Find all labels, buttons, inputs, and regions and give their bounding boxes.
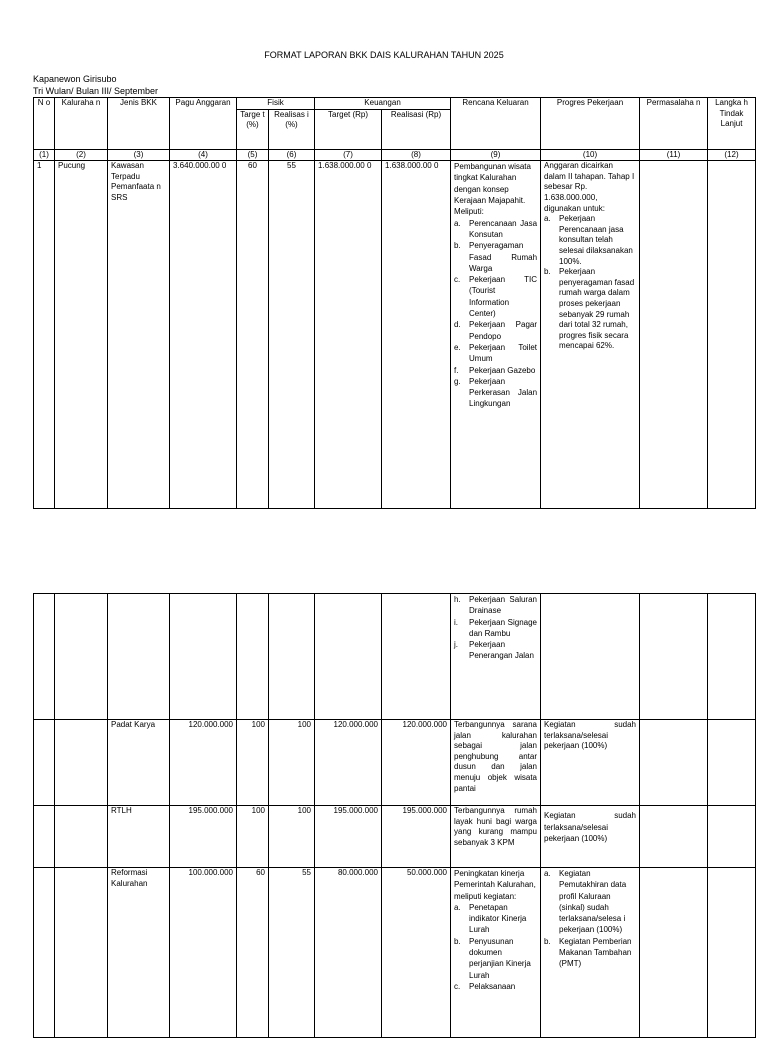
header-fisik: Fisik <box>237 98 315 110</box>
list-item <box>454 218 537 241</box>
progres-list <box>544 214 636 352</box>
colnum: (3) <box>108 149 170 161</box>
cell-realisasi-pct: 55 <box>269 868 315 1038</box>
list-item-letter: e. <box>454 342 461 352</box>
rencana-list <box>454 902 537 992</box>
list-item-text: Pekerjaan Perkerasan Jalan Lingkungan <box>469 376 538 409</box>
header-target-rp: Target (Rp) <box>315 109 382 149</box>
list-item-letter: a. <box>544 214 551 224</box>
colnum: (11) <box>640 149 708 161</box>
cell-target-rp: 195.000.000 <box>315 806 382 868</box>
rencana-intro: Pembangunan wisata tingkat Kalurahan dengan konsep Kerajaan Majapahit. <box>454 162 531 206</box>
cell-rencana <box>451 161 541 509</box>
cell-target-pct: 60 <box>237 868 269 1038</box>
header-keuangan: Keuangan <box>315 98 451 110</box>
cell-target-pct: 100 <box>237 720 269 806</box>
cell-realisasi-rp: 50.000.000 <box>382 868 451 1038</box>
list-item-letter: b. <box>544 936 551 946</box>
header-jenis-bkk: Jenis BKK <box>108 98 170 150</box>
colnum: (2) <box>55 149 108 161</box>
cell-target-rp: 120.000.000 <box>315 720 382 806</box>
rencana-list <box>454 218 537 410</box>
list-item-letter: i. <box>454 617 458 627</box>
cell-jenis: Kawasan Terpadu Pemanfaata n SRS <box>108 161 170 509</box>
cell-no: 1 <box>34 161 55 509</box>
list-item <box>544 936 636 970</box>
cell-realisasi-pct: 100 <box>269 720 315 806</box>
cell-pagu: 120.000.000 <box>170 720 237 806</box>
list-item-letter: a. <box>454 218 461 228</box>
report-table-page-2 <box>33 593 756 1038</box>
list-item-text: Pekerjaan Perencanaan jasa konsultan telah selesai dilaksanakan 100%. <box>559 214 633 266</box>
cell-target-rp: 1.638.000.00 0 <box>315 161 382 509</box>
list-item-text: Penetapan indikator Kinerja Lurah <box>469 902 527 935</box>
list-item-letter: c. <box>454 981 461 991</box>
header-kalurahan: Kaluraha n <box>55 98 108 150</box>
list-item-letter: b. <box>454 241 461 251</box>
cell-target-pct: 60 <box>237 161 269 509</box>
cell-target-rp: 80.000.000 <box>315 868 382 1038</box>
list-item-text: Pekerjaan Penerangan Jalan <box>469 640 534 661</box>
cell-progres: Kegiatan sudah terlaksana/selesai pekerjaan (100%) <box>541 806 640 868</box>
cell-rencana <box>451 868 541 1038</box>
colnum: (7) <box>315 149 382 161</box>
list-item-text: Kegiatan Pemutakhiran data profil Kaluraan (sinkal) sudah terlaksana/selesa i pekerjaan (100%) <box>559 869 627 935</box>
cell-progres <box>541 868 640 1038</box>
report-table-page-1 <box>33 97 756 509</box>
list-item-text: Penyeragaman Fasad Rumah Warga <box>469 241 538 273</box>
header-progres-pekerjaan: Progres Pekerjaan <box>541 98 640 150</box>
colnum: (9) <box>451 149 541 161</box>
list-item <box>454 240 537 274</box>
list-item <box>454 376 537 410</box>
cell-pagu: 3.640.000.00 0 <box>170 161 237 509</box>
cell-kalurahan: Pucung <box>55 161 108 509</box>
list-item-text: Pelaksanaan <box>469 981 516 991</box>
cell-rencana: Terbangunnya sarana jalan kalurahan sebagai jalan penghubung antar dusun dan jalan menuju objek wisata pantai <box>451 720 541 806</box>
cell-rencana-cont <box>451 594 541 720</box>
rencana-list-cont <box>454 594 537 662</box>
list-item-letter: h. <box>454 595 461 604</box>
cell-progres: Kegiatan sudah terlaksana/selesai pekerjaan (100%) <box>541 720 640 806</box>
table-row <box>34 161 756 509</box>
list-item-letter: a. <box>544 869 551 878</box>
list-item-text: Pekerjaan Toilet Umum <box>469 342 538 364</box>
list-item <box>454 617 537 640</box>
table-row <box>34 806 756 868</box>
cell-pagu: 100.000.000 <box>170 868 237 1038</box>
cell-pagu: 195.000.000 <box>170 806 237 868</box>
colnum: (1) <box>34 149 55 161</box>
meta-kapanewon: Kapanewon Girisubo <box>33 74 117 84</box>
cell-realisasi-pct: 55 <box>269 161 315 509</box>
header-target-pct: Targe t (%) <box>237 109 269 149</box>
cell-realisasi-rp: 120.000.000 <box>382 720 451 806</box>
colnum: (12) <box>708 149 756 161</box>
cell-permasalahan <box>640 161 708 509</box>
list-item-text: Pekerjaan penyeragaman fasad rumah warga dalam proses pekerjaan sebanyak 29 rumah dari total 32 rumah, progres fisik secara mencapai 62%. <box>559 267 635 351</box>
list-item-text: Perencanaan Jasa Konsutan <box>469 218 538 239</box>
meta-period: Tri Wulan/ Bulan III/ September <box>33 86 159 96</box>
list-item <box>454 274 537 319</box>
list-item-letter: j. <box>454 640 458 650</box>
colnum: (4) <box>170 149 237 161</box>
list-item-text: Pekerjaan Saluran Drainase <box>469 595 537 616</box>
cell-jenis: Reformasi Kalurahan <box>108 868 170 1038</box>
list-item <box>454 981 537 992</box>
list-item <box>454 936 537 981</box>
rencana-intro: Peningkatan kinerja Pemerintah Kalurahan, meliputi kegiatan: <box>454 869 536 901</box>
header-langkah-tindak-lanjut: Langka h Tindak Lanjut <box>708 98 756 150</box>
list-item <box>544 868 636 936</box>
header-realisasi-rp: Realisasi (Rp) <box>382 109 451 149</box>
list-item-letter: f. <box>454 365 459 375</box>
list-item <box>454 319 537 342</box>
list-item <box>454 365 537 376</box>
cell-realisasi-pct: 100 <box>269 806 315 868</box>
list-item <box>454 594 537 617</box>
header-pagu-anggaran: Pagu Anggaran <box>170 98 237 150</box>
list-item-text: Pekerjaan Signage dan Rambu <box>469 617 537 638</box>
rencana-label: Meliputi: <box>454 207 484 217</box>
cell-rencana: Terbangunnya rumah layak huni bagi warga yang kurang mampu sebanyak 3 KPM <box>451 806 541 868</box>
list-item <box>544 267 636 352</box>
header-permasalahan: Permasalaha n <box>640 98 708 150</box>
table-row <box>34 594 756 720</box>
table-row <box>34 868 756 1038</box>
cell-jenis: RTLH <box>108 806 170 868</box>
list-item <box>454 342 537 365</box>
column-number-row <box>34 149 756 161</box>
cell-realisasi-rp: 1.638.000.00 0 <box>382 161 451 509</box>
list-item-text: Kegiatan Pemberian Makanan Tambahan (PMT) <box>559 936 632 969</box>
list-item-letter: g. <box>454 376 461 386</box>
list-item-text: Pekerjaan TIC (Tourist Information Center) <box>469 275 538 319</box>
progres-list <box>544 868 636 970</box>
cell-progres <box>541 161 640 509</box>
colnum: (6) <box>269 149 315 161</box>
list-item-letter: d. <box>454 320 461 330</box>
cell-jenis: Padat Karya <box>108 720 170 806</box>
document-title: FORMAT LAPORAN BKK DAIS KALURAHAN TAHUN 2025 <box>264 50 504 60</box>
header-rencana-keluaran: Rencana Keluaran <box>451 98 541 150</box>
colnum: (5) <box>237 149 269 161</box>
list-item <box>544 214 636 267</box>
cell-target-pct: 100 <box>237 806 269 868</box>
table-row <box>34 720 756 806</box>
list-item-letter: a. <box>454 902 461 912</box>
list-item-letter: b. <box>544 267 551 277</box>
header-row-1 <box>34 98 756 110</box>
list-item-letter: c. <box>454 275 461 285</box>
list-item-text: Penyusunan dokumen perjanjian Kinerja Lurah <box>469 936 531 980</box>
cell-realisasi-rp: 195.000.000 <box>382 806 451 868</box>
list-item <box>454 902 537 936</box>
header-no: N o <box>34 98 55 150</box>
progres-intro: Anggaran dicairkan dalam II tahapan. Tahap I sebesar Rp. 1.638.000.000, digunakan untuk: <box>544 161 635 213</box>
list-item-text: Pekerjaan Gazebo <box>469 365 536 375</box>
colnum: (8) <box>382 149 451 161</box>
list-item-letter: b. <box>454 936 461 946</box>
header-realisasi-pct: Realisas i (%) <box>269 109 315 149</box>
colnum: (10) <box>541 149 640 161</box>
cell-langkah <box>708 161 756 509</box>
list-item-text: Pekerjaan Pagar Pendopo <box>469 320 538 341</box>
list-item <box>454 639 537 662</box>
